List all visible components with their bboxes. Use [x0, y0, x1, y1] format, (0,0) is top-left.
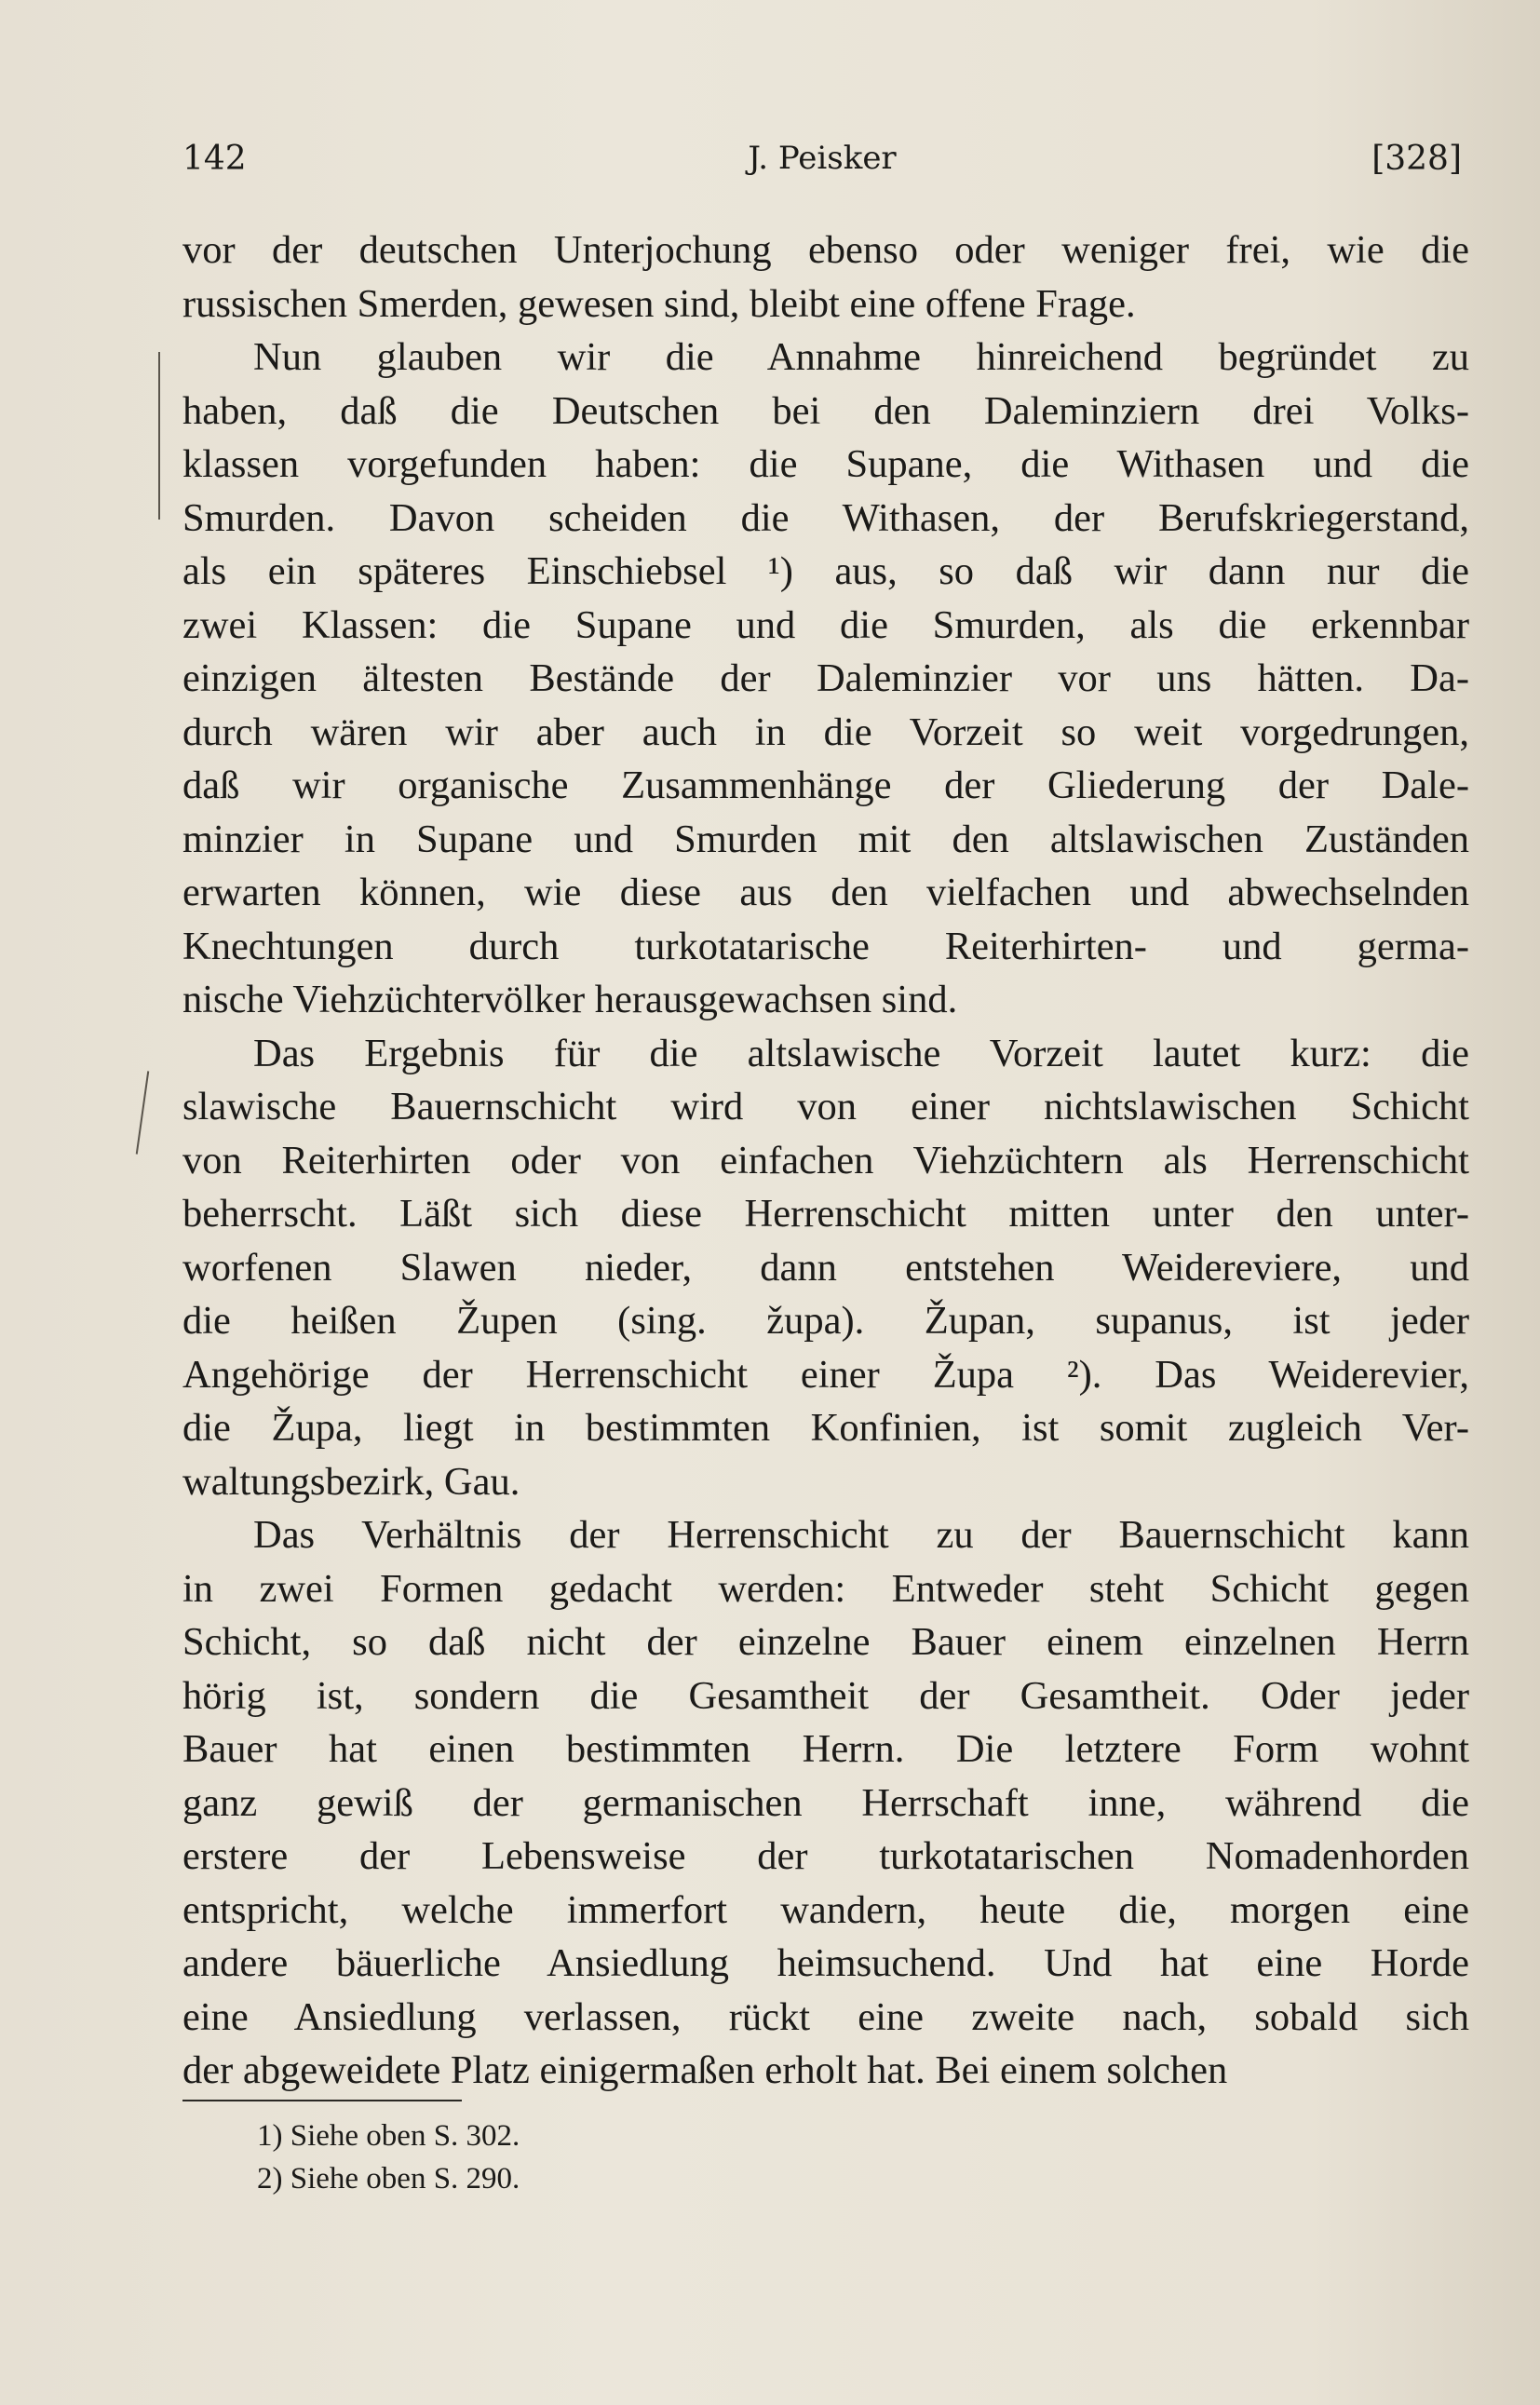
text-line: russischen Smerden, gewesen sind, bleibt eine offene Frage. [182, 281, 1136, 326]
text-line: ganz gewiß der germanischen Herrschaft inne, während die [182, 1780, 1469, 1825]
text-line: der abgeweidete Platz einigermaßen erholt hat. Bei einem solchen [182, 2048, 1228, 2092]
page-number: 142 [182, 140, 247, 178]
paragraph [182, 1508, 1469, 2098]
main-text [182, 223, 1469, 2098]
text-line: nische Viehzüchtervölker herausgewachsen sind. [182, 978, 958, 1021]
text-line: die heißen Župen (sing. župa). Župan, supanus, ist jeder [182, 1299, 1469, 1343]
text-line: in zwei Formen gedacht werden: Entweder steht Schicht gegen [182, 1566, 1469, 1611]
text-line: eine Ansiedlung verlassen, rückt eine zweite nach, sobald sich [182, 1994, 1469, 2039]
text-line: waltungsbezirk, Gau. [182, 1459, 520, 1504]
footnotes [182, 2100, 927, 2200]
footnote-2: 2) Siehe oben S. 290. [257, 2162, 520, 2196]
margin-pencil-mark [136, 1071, 150, 1154]
text-line: Angehörige der Herrenschicht einer Župa ²). Das Weiderevier, [182, 1352, 1469, 1397]
section-number: [328] [1371, 140, 1462, 178]
text-line: als ein späteres Einschiebsel ¹) aus, so daß wir dann nur die [182, 549, 1469, 593]
footnote-rule [182, 2100, 462, 2101]
text-line: andere bäuerliche Ansiedlung heimsuchend. Und hat eine Horde [182, 1941, 1469, 1985]
paragraph [182, 331, 1469, 1027]
text-line: worfenen Slawen nieder, dann entstehen Weidereviere, und [182, 1245, 1469, 1290]
text-line: haben, daß die Deutschen bei den Daleminziern drei Volks- [182, 388, 1469, 433]
text-line: vor der deutschen Unterjochung ebenso oder weniger frei, wie die [182, 228, 1469, 272]
text-line: Nun glauben wir die Annahme hinreichend begründet zu [253, 335, 1469, 379]
text-line: minzier in Supane und Smurden mit den altslawischen Zuständen [182, 817, 1469, 861]
text-line: Schicht, so daß nicht der einzelne Bauer einem einzelnen Herrn [182, 1620, 1469, 1664]
text-line: klassen vorgefunden haben: die Supane, die Withasen und die [182, 442, 1469, 486]
text-line: Smurden. Davon scheiden die Withasen, der Berufskriegerstand, [182, 495, 1469, 540]
text-line: entspricht, welche immerfort wandern, heute die, morgen eine [182, 1887, 1469, 1932]
text-line: einzigen ältesten Bestände der Daleminzier vor uns hätten. Da- [182, 656, 1469, 700]
paragraph [182, 1027, 1469, 1509]
text-line: beherrscht. Läßt sich diese Herrenschicht mitten unter den unter- [182, 1192, 1469, 1236]
paragraph [182, 223, 1469, 331]
footnote-1: 1) Siehe oben S. 302. [257, 2119, 520, 2153]
running-header [182, 140, 1462, 196]
margin-pencil-mark [158, 352, 160, 520]
text-line: erwarten können, wie diese aus den vielfachen und abwechselnden [182, 871, 1469, 914]
text-line: Das Ergebnis für die altslawische Vorzeit lautet kurz: die [253, 1031, 1469, 1075]
text-line: daß wir organische Zusammenhänge der Gliederung der Dale- [182, 763, 1469, 807]
text-line: Knechtungen durch turkotatarische Reiterhirten- und germa- [182, 924, 1469, 968]
text-line: zwei Klassen: die Supane und die Smurden, als die erkennbar [182, 602, 1469, 647]
text-line: erstere der Lebensweise der turkotatarischen Nomadenhorden [182, 1834, 1469, 1878]
text-line: durch wären wir aber auch in die Vorzeit so weit vorgedrungen, [182, 709, 1469, 754]
text-line: von Reiterhirten oder von einfachen Viehzüchtern als Herrenschicht [182, 1138, 1469, 1182]
text-line: slawische Bauernschicht wird von einer nichtslawischen Schicht [182, 1085, 1469, 1128]
author-name: J. Peisker [748, 140, 897, 177]
text-line: hörig ist, sondern die Gesamtheit der Gesamtheit. Oder jeder [182, 1673, 1469, 1718]
text-line: Das Verhältnis der Herrenschicht zu der Bauernschicht kann [253, 1513, 1469, 1557]
text-line: die Župa, liegt in bestimmten Konfinien, ist somit zugleich Ver- [182, 1406, 1469, 1450]
text-line: Bauer hat einen bestimmten Herrn. Die letztere Form wohnt [182, 1727, 1469, 1771]
